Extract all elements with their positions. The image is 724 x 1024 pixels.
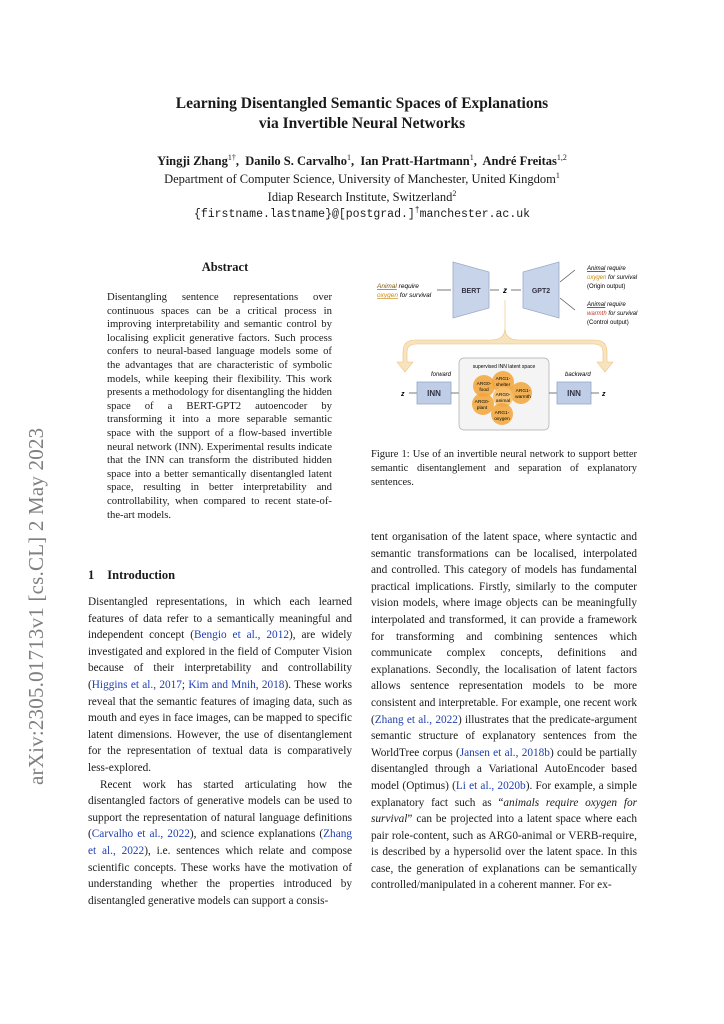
section-heading xyxy=(88,568,175,583)
svg-text:oxygen: oxygen xyxy=(494,417,510,422)
cluster-label-arg0-animal: ARG0- xyxy=(495,393,511,398)
author-mark: 1 xyxy=(347,152,352,162)
affiliation-1-text: Department of Computer Science, University of Manchester, United Kingdom xyxy=(164,172,556,186)
section-title: Introduction xyxy=(107,568,176,582)
title-line-2: via Invertible Neural Networks xyxy=(258,115,466,132)
author-list: Yingji Zhang$^{1\dagger}$, Danilo S. Carvalho$^1$, Ian Pratt-Hartmann$^1$, André Freitas$^{1,2}$ xyxy=(157,152,567,168)
section-number: 1 xyxy=(88,568,95,582)
affiliation-2-text: Idiap Research Institute, Switzerland xyxy=(267,190,453,204)
inn-right-label: INN xyxy=(567,389,581,398)
backward-label: backward xyxy=(565,372,591,378)
input-sentence: Animal require xyxy=(377,283,419,290)
control-output-line1: Animal require xyxy=(587,302,626,308)
cluster-label-arg1-oxygen: ARG1- xyxy=(494,411,510,416)
forward-label: forward xyxy=(431,372,452,378)
citation-link[interactable]: Carvalho et al., 2022 xyxy=(91,828,190,841)
citation-link[interactable]: Zhang et al., 2022 xyxy=(374,713,458,726)
paragraph-3: tent organisation of the latent space, where syntactic and semantic transformations can be localised, interpolated and controlled. This category of models has fundamental practical implications. Firstly, similarly to the computer vision models, where image objects can be meaningfully interpolated and transformed, it can provide a framework for transforming and combining sentences which communicate complex concepts, definitions and explanations. Secondly, the localisation of latent factors allows sentence representation models to be more consistent and interpretable. For example, one recent work (Zhang et al., 2022) illustrates that the predicate-argument semantic structure of explanatory sentences from the WorldTree corpus (Jansen et al., 2018b) could be partially disentangled through a Variational AutoEncoder based model (Optimus) (Li et al., 2020b). For example, a simple explanatory fact such as “animals require oxygen for survival” can be projected into a latent space where each pair role-content, such as ARG0-animal or VERB-require, is described by a hypersolid over the latent space. In this case, the generation of explanations can be semantically controlled/manipulated in a coherent manner. For ex- xyxy=(371,531,638,892)
cluster-label-arg0-food: ARG0- xyxy=(476,382,492,387)
email-prefix: {firstname.lastname}@[postgrad.] xyxy=(193,208,415,221)
author-mark: 1,2 xyxy=(556,152,567,162)
figure-1-caption: Figure 1: Use of an invertible neural network to support better semantic disentanglement and separation of explanatory sentences. xyxy=(371,449,637,488)
title-line-1: Learning Disentangled Semantic Spaces of Explanations xyxy=(175,95,549,112)
gpt2-label: GPT2 xyxy=(531,288,551,295)
cluster-label-arg1-warmth: ARG1- xyxy=(515,389,531,394)
citation-link[interactable]: Li et al., 2020b xyxy=(455,779,526,792)
abstract-heading: Abstract xyxy=(201,260,249,274)
citation-link[interactable]: Higgins et al., 2017 xyxy=(91,678,182,691)
control-output-line2: warmth for survival xyxy=(587,311,638,317)
left-column-body xyxy=(88,594,352,909)
paragraph-2: Recent work has started articulating how the disentangled factors of generative models can be used to support the representation of natural language definitions (Carvalho et al., 2022), and science explanations (Zhang et al., 2022), i.e. sentences which relate and compose scientific concepts. These works have the motivation of understanding whether the properties introduced by disentangled generative models can support a consis- xyxy=(88,778,353,907)
control-output-label: (Control output) xyxy=(587,320,629,326)
latent-z-label: z xyxy=(503,286,507,295)
affiliation-mark: 2 xyxy=(452,188,457,198)
citation-link[interactable]: Bengio et al., 2012 xyxy=(193,629,289,642)
inn-left-label: INN xyxy=(427,389,441,398)
input-sentence-line2: oxygen for survival xyxy=(377,292,432,299)
figure-1-diagram xyxy=(371,258,641,433)
svg-text:plant: plant xyxy=(476,406,488,411)
right-column-body xyxy=(371,529,637,894)
citation-link[interactable]: Zhang et al., 2022 xyxy=(88,828,353,857)
author-name: Ian Pratt-Hartmann xyxy=(360,154,470,168)
arxiv-stamp: arXiv:2305.01713v1 [cs.CL] 2 May 2023 xyxy=(24,427,48,785)
svg-text:shelter: shelter xyxy=(495,383,511,388)
email-mark: † xyxy=(414,206,420,216)
affiliation-1 xyxy=(0,170,724,188)
z-left-label: z xyxy=(401,391,405,398)
author-mark: 1† xyxy=(227,152,236,162)
citation-link[interactable]: Jansen et al., 2018b xyxy=(459,746,550,759)
bert-label: BERT xyxy=(461,288,481,295)
cluster-label-arg0-plant: ARG0- xyxy=(474,400,490,405)
paper-title xyxy=(0,94,724,134)
author-name: Danilo S. Carvalho xyxy=(245,154,348,168)
email-line xyxy=(0,206,724,224)
origin-output-line1: Animal require xyxy=(587,266,626,272)
author-mark: 1 xyxy=(469,152,474,162)
paragraph-1: Disentangled representations, in which each learned features of data refer to a semantically meaningful and independent concept (Bengio et al., 2012), are widely investigated and explored in the field of Computer Vision because of their interpretability and controllability (Higgins et al., 2017; Kim and Mnih, 2018). These works reveal that the semantic features of imaging data, such as mouth and eyes in face images, can be mapped to specific latent dimensions. However, the use of disentanglement for the representation of textual data is comparatively less-explored. xyxy=(88,596,353,774)
author-name: Yingji Zhang xyxy=(157,154,228,168)
affiliation-mark: 1 xyxy=(555,170,560,180)
affiliation-2 xyxy=(0,188,724,206)
cluster-label-arg1-shelter: ARG1- xyxy=(495,377,511,382)
svg-text:warmth: warmth xyxy=(515,395,531,400)
email-domain: manchester.ac.uk xyxy=(419,208,531,221)
svg-text:food: food xyxy=(479,388,489,393)
author-name: André Freitas xyxy=(482,154,557,168)
origin-output-label: (Origin output) xyxy=(587,284,626,290)
latent-space-label: supervised INN latent space xyxy=(472,364,536,370)
example-sentence: animals require oxygen for survival xyxy=(371,796,638,826)
citation-link[interactable]: Kim and Mnih, 2018 xyxy=(188,678,285,691)
abstract-text: Disentangling sentence representations over continuous spaces can be a critical process in improving interpretability and semantic control by localising explicit generative factors. Such process confers to neural-based language models some of the advantages that are characteristic of symbolic models, while keeping their flexibility. This work presents a methodology for disentangling the hidden space of a BERT-GPT2 autoencoder by transforming it into a more separable semantic space with the support of a flow-based invertible neural network (INN). Experimental results indicate that the INN can transform the distributed hidden space into a better semantically disentangled latent space, resulting in better interpretability and controllability, when compared to recent state-of-the-art models. xyxy=(107,291,332,521)
svg-text:animal: animal xyxy=(495,399,511,404)
z-right-label: z xyxy=(602,391,606,398)
origin-output-line2: oxygen for survival xyxy=(587,275,638,281)
